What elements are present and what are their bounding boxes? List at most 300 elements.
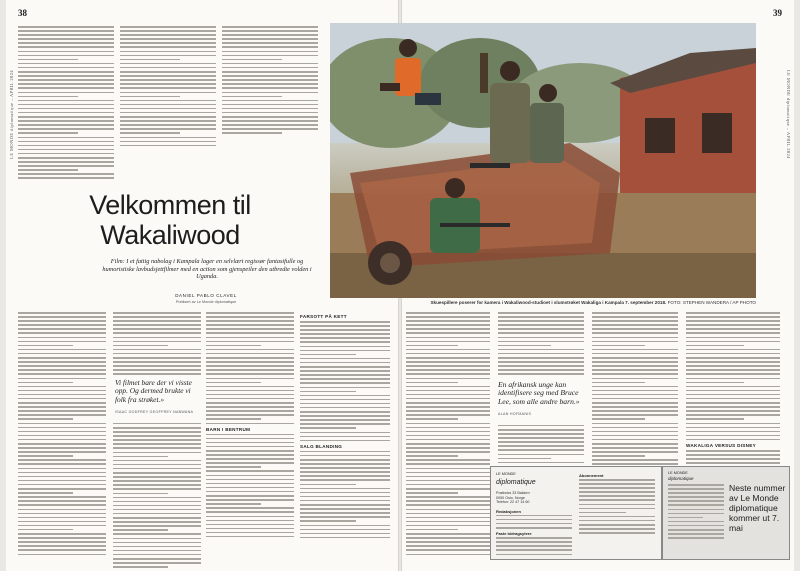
text-line bbox=[592, 312, 678, 314]
text-line bbox=[120, 67, 216, 69]
text-line bbox=[406, 361, 490, 363]
text-line bbox=[206, 434, 294, 436]
text-line bbox=[496, 537, 572, 539]
text-line bbox=[206, 479, 294, 481]
text-line bbox=[120, 63, 216, 65]
text-line bbox=[592, 418, 645, 420]
text-line bbox=[300, 504, 390, 506]
text-line bbox=[300, 366, 390, 368]
text-line bbox=[206, 532, 294, 534]
text-line bbox=[113, 488, 201, 490]
text-line bbox=[206, 382, 261, 384]
text-line bbox=[579, 524, 655, 526]
text-line bbox=[18, 406, 106, 408]
text-line bbox=[579, 504, 655, 506]
byline: DANIEL PABLO CLAVEL bbox=[175, 293, 237, 298]
text-line bbox=[300, 537, 390, 539]
text-line bbox=[406, 537, 490, 539]
text-line bbox=[592, 353, 678, 355]
text-line bbox=[120, 34, 216, 36]
text-line bbox=[406, 525, 490, 527]
text-line bbox=[300, 467, 390, 469]
text-line bbox=[120, 132, 180, 134]
text-line bbox=[496, 515, 572, 517]
masthead-box bbox=[490, 466, 662, 560]
text-line bbox=[496, 519, 572, 521]
subhead-barn: BARN I BENTRUM bbox=[206, 426, 251, 432]
text-line bbox=[222, 46, 318, 48]
text-line bbox=[18, 431, 106, 433]
text-line bbox=[18, 509, 106, 511]
text-line bbox=[18, 124, 114, 126]
headline bbox=[6, 190, 334, 250]
text-line bbox=[579, 532, 655, 534]
text-line bbox=[18, 87, 114, 89]
text-line bbox=[18, 378, 106, 380]
body-column-1 bbox=[18, 312, 106, 558]
text-line bbox=[206, 466, 261, 468]
text-line bbox=[206, 410, 294, 412]
text-line bbox=[113, 349, 201, 351]
text-line bbox=[592, 406, 678, 408]
text-line bbox=[120, 79, 216, 81]
text-line bbox=[579, 520, 655, 522]
text-line bbox=[18, 545, 106, 547]
page-number-right: 39 bbox=[773, 8, 782, 18]
text-line bbox=[18, 149, 114, 151]
text-line bbox=[406, 345, 458, 347]
text-line bbox=[498, 324, 584, 326]
text-line bbox=[686, 398, 780, 400]
next-issue-box bbox=[662, 466, 790, 560]
text-line bbox=[406, 427, 490, 429]
text-line bbox=[592, 361, 678, 363]
text-line bbox=[496, 554, 572, 556]
text-line bbox=[120, 26, 216, 28]
text-line bbox=[113, 476, 201, 478]
text-line bbox=[406, 459, 490, 461]
text-line bbox=[300, 321, 390, 323]
text-line bbox=[222, 132, 282, 134]
text-line bbox=[406, 369, 490, 371]
text-line bbox=[113, 550, 201, 552]
text-line bbox=[686, 410, 780, 412]
text-line bbox=[206, 458, 294, 460]
subhead-farsott: FARSOTT PÅ KETT bbox=[300, 314, 347, 319]
text-line bbox=[686, 353, 780, 355]
text-line bbox=[686, 431, 780, 433]
text-line bbox=[300, 362, 390, 364]
text-line bbox=[18, 161, 114, 163]
text-line bbox=[668, 488, 724, 490]
text-line bbox=[592, 390, 678, 392]
text-line bbox=[686, 357, 780, 359]
text-line bbox=[686, 324, 780, 326]
text-line bbox=[222, 128, 318, 130]
intro-column-1 bbox=[18, 26, 114, 182]
text-line bbox=[498, 429, 584, 431]
text-line bbox=[686, 435, 780, 437]
text-line bbox=[686, 386, 780, 388]
text-line bbox=[113, 439, 201, 441]
text-line bbox=[18, 382, 73, 384]
text-line bbox=[498, 462, 584, 464]
text-line bbox=[206, 450, 294, 452]
text-line bbox=[18, 345, 73, 347]
text-line bbox=[18, 365, 106, 367]
text-line bbox=[206, 406, 294, 408]
text-line bbox=[113, 505, 201, 507]
masthead-address-3: Telefon: 22 47 14 60 bbox=[496, 500, 530, 505]
text-line bbox=[206, 446, 294, 448]
text-line bbox=[406, 406, 490, 408]
text-line bbox=[579, 495, 655, 497]
text-line bbox=[222, 87, 318, 89]
text-line bbox=[222, 55, 318, 57]
text-line bbox=[222, 83, 318, 85]
text-line bbox=[592, 332, 678, 334]
text-line bbox=[406, 488, 490, 490]
photo-caption-text: Skuespillere poserer for kamera i Wakaliwood-studioet i slumstrøket Wakaliga i Kampala 7. september 2018. bbox=[430, 300, 667, 305]
pull-quote-1-attribution: ISAAC GODFREY GEOFFREY NABWANA bbox=[115, 410, 194, 415]
text-line bbox=[113, 456, 168, 458]
text-line bbox=[18, 63, 114, 65]
text-line bbox=[300, 419, 390, 421]
text-line bbox=[222, 26, 318, 28]
text-line bbox=[498, 337, 584, 339]
text-line bbox=[592, 386, 678, 388]
text-line bbox=[300, 427, 356, 429]
text-line bbox=[686, 382, 744, 384]
text-line bbox=[18, 59, 78, 61]
text-line bbox=[113, 538, 201, 540]
text-line bbox=[206, 454, 294, 456]
text-line bbox=[686, 341, 780, 343]
text-line bbox=[592, 373, 678, 375]
text-line bbox=[18, 386, 106, 388]
text-line bbox=[206, 524, 294, 526]
text-line bbox=[686, 312, 780, 314]
text-line bbox=[592, 414, 678, 416]
text-line bbox=[300, 358, 390, 360]
text-line bbox=[592, 345, 645, 347]
text-line bbox=[18, 390, 106, 392]
text-line bbox=[686, 316, 780, 318]
text-line bbox=[206, 398, 294, 400]
text-line bbox=[18, 435, 106, 437]
text-line bbox=[686, 450, 780, 452]
text-line bbox=[113, 493, 168, 495]
text-line bbox=[222, 42, 318, 44]
text-line bbox=[222, 92, 318, 94]
text-line bbox=[206, 516, 294, 518]
text-line bbox=[300, 333, 390, 335]
text-line bbox=[113, 324, 201, 326]
text-line bbox=[18, 42, 114, 44]
text-line bbox=[498, 320, 584, 322]
text-line bbox=[18, 484, 106, 486]
text-line bbox=[300, 520, 356, 522]
text-line bbox=[18, 463, 106, 465]
text-line bbox=[686, 402, 780, 404]
text-line bbox=[18, 30, 114, 32]
text-line bbox=[406, 365, 490, 367]
text-line bbox=[18, 316, 106, 318]
text-line bbox=[498, 445, 584, 447]
text-line bbox=[498, 361, 584, 363]
text-line bbox=[498, 353, 584, 355]
text-line bbox=[406, 414, 490, 416]
text-line bbox=[406, 341, 490, 343]
text-line bbox=[113, 497, 201, 499]
text-line bbox=[686, 439, 780, 441]
text-line bbox=[300, 492, 390, 494]
text-line bbox=[18, 38, 114, 40]
text-line bbox=[120, 96, 180, 98]
text-line bbox=[206, 499, 294, 501]
text-line bbox=[120, 51, 216, 53]
text-line bbox=[18, 521, 106, 523]
text-line bbox=[498, 425, 584, 427]
text-line bbox=[406, 541, 490, 543]
text-line bbox=[222, 100, 318, 102]
text-line bbox=[18, 34, 114, 36]
text-line bbox=[113, 468, 201, 470]
photo-credit: FOTO: STEPHEN WANDERA / AP PHOTO bbox=[667, 300, 756, 305]
text-line bbox=[113, 533, 201, 535]
text-line bbox=[18, 480, 106, 482]
text-line bbox=[113, 452, 201, 454]
text-line bbox=[406, 320, 490, 322]
text-line bbox=[592, 328, 678, 330]
text-line bbox=[18, 472, 106, 474]
text-line bbox=[406, 382, 458, 384]
text-line bbox=[18, 541, 106, 543]
text-line bbox=[18, 112, 114, 114]
text-line bbox=[206, 341, 294, 343]
text-line bbox=[18, 373, 106, 375]
text-line bbox=[668, 525, 724, 527]
text-line bbox=[206, 316, 294, 318]
text-line bbox=[120, 46, 216, 48]
text-line bbox=[406, 451, 490, 453]
text-line bbox=[206, 369, 294, 371]
text-line bbox=[686, 423, 780, 425]
next-issue-logo-main: diplomatique bbox=[668, 476, 694, 481]
text-line bbox=[18, 504, 106, 506]
text-line bbox=[113, 316, 201, 318]
text-line bbox=[406, 418, 458, 420]
text-line bbox=[222, 112, 318, 114]
text-line bbox=[300, 432, 390, 434]
text-line bbox=[222, 30, 318, 32]
text-line bbox=[686, 328, 780, 330]
text-line bbox=[579, 487, 655, 489]
text-line bbox=[18, 402, 106, 404]
text-line bbox=[300, 399, 390, 401]
text-line bbox=[222, 34, 318, 36]
text-line bbox=[300, 354, 356, 356]
text-line bbox=[206, 361, 294, 363]
text-line bbox=[113, 558, 201, 560]
text-line bbox=[113, 369, 201, 371]
text-line bbox=[120, 116, 216, 118]
text-line bbox=[668, 500, 724, 502]
text-line bbox=[113, 566, 168, 568]
text-line bbox=[18, 476, 106, 478]
text-line bbox=[222, 104, 318, 106]
text-line bbox=[686, 394, 780, 396]
text-line bbox=[406, 521, 490, 523]
text-line bbox=[18, 423, 106, 425]
text-line bbox=[113, 480, 201, 482]
text-line bbox=[18, 128, 114, 130]
masthead-logo bbox=[496, 471, 536, 486]
headline-line-1: Velkommen til bbox=[89, 190, 251, 220]
text-line bbox=[300, 395, 390, 397]
text-line bbox=[406, 496, 490, 498]
text-line bbox=[120, 112, 216, 114]
masthead-logo-top: LE MONDE bbox=[496, 472, 516, 476]
text-line bbox=[300, 471, 390, 473]
text-line bbox=[406, 316, 490, 318]
masthead-editor-head: Redaksjonen bbox=[496, 508, 521, 514]
text-line bbox=[686, 337, 780, 339]
body-column-2 bbox=[113, 312, 201, 570]
text-line bbox=[686, 361, 780, 363]
text-line bbox=[592, 459, 678, 461]
masthead-staff-head: Faste bidragsytere bbox=[496, 531, 532, 537]
text-line bbox=[498, 437, 584, 439]
text-line bbox=[406, 349, 490, 351]
text-line bbox=[668, 496, 724, 498]
text-line bbox=[113, 332, 201, 334]
text-line bbox=[18, 537, 106, 539]
text-line bbox=[222, 67, 318, 69]
text-line bbox=[592, 463, 678, 465]
text-line bbox=[406, 378, 490, 380]
text-line bbox=[18, 357, 106, 359]
text-line bbox=[498, 433, 584, 435]
text-line bbox=[300, 403, 390, 405]
text-line bbox=[120, 108, 216, 110]
text-line bbox=[206, 495, 294, 497]
text-line bbox=[406, 472, 490, 474]
text-line bbox=[668, 513, 724, 515]
text-line bbox=[496, 541, 572, 543]
text-line bbox=[686, 462, 780, 464]
next-issue-logo bbox=[668, 471, 724, 481]
byline-note: Publisert av Le Monde diplomatique bbox=[175, 300, 237, 304]
text-line bbox=[18, 332, 106, 334]
text-line bbox=[300, 463, 390, 465]
text-line bbox=[18, 96, 78, 98]
text-line bbox=[592, 410, 678, 412]
text-line bbox=[496, 527, 572, 529]
text-line bbox=[222, 108, 318, 110]
text-line bbox=[113, 435, 201, 437]
text-line bbox=[206, 511, 294, 513]
text-line bbox=[592, 378, 678, 380]
text-line bbox=[222, 59, 282, 61]
text-line bbox=[406, 476, 490, 478]
text-line bbox=[18, 320, 106, 322]
next-issue-logo-top: LE MONDE bbox=[668, 471, 688, 475]
text-line bbox=[113, 427, 201, 429]
text-line bbox=[498, 345, 551, 347]
text-line bbox=[206, 503, 261, 505]
text-line bbox=[206, 402, 294, 404]
text-line bbox=[18, 341, 106, 343]
text-line bbox=[496, 545, 572, 547]
text-line bbox=[579, 528, 655, 530]
text-line bbox=[113, 337, 201, 339]
text-line bbox=[206, 475, 294, 477]
text-line bbox=[18, 312, 106, 314]
text-line bbox=[18, 169, 78, 171]
text-line bbox=[120, 128, 216, 130]
masthead-subscription bbox=[579, 473, 655, 536]
text-line bbox=[300, 488, 390, 490]
text-line bbox=[498, 357, 584, 359]
text-line bbox=[222, 116, 318, 118]
text-line bbox=[592, 341, 678, 343]
text-line bbox=[592, 365, 678, 367]
text-line bbox=[406, 504, 490, 506]
text-line bbox=[686, 418, 744, 420]
text-line bbox=[206, 528, 294, 530]
text-line bbox=[18, 116, 114, 118]
text-line bbox=[18, 349, 106, 351]
text-line bbox=[206, 394, 294, 396]
text-line bbox=[686, 320, 780, 322]
text-line bbox=[686, 454, 780, 456]
pull-quote-2-text: En afrikansk unge kan identifisere seg med Bruce Lee, som alle andre barn.» bbox=[498, 379, 580, 406]
text-line bbox=[592, 435, 678, 437]
text-line bbox=[206, 462, 294, 464]
text-line bbox=[406, 484, 490, 486]
text-line bbox=[18, 529, 73, 531]
text-line bbox=[686, 406, 780, 408]
text-line bbox=[668, 521, 724, 523]
text-line bbox=[18, 394, 106, 396]
text-line bbox=[498, 312, 584, 314]
text-line bbox=[120, 38, 216, 40]
text-line bbox=[686, 332, 780, 334]
text-line bbox=[18, 79, 114, 81]
text-line bbox=[120, 92, 216, 94]
text-line bbox=[113, 509, 201, 511]
text-line bbox=[18, 55, 114, 57]
text-line bbox=[406, 337, 490, 339]
text-line bbox=[113, 361, 201, 363]
text-line bbox=[579, 508, 655, 510]
text-line bbox=[300, 329, 390, 331]
text-line bbox=[206, 312, 294, 314]
text-line bbox=[668, 492, 724, 494]
text-line bbox=[406, 549, 490, 551]
text-line bbox=[120, 120, 216, 122]
text-line bbox=[206, 442, 294, 444]
text-line bbox=[206, 345, 261, 347]
text-line bbox=[406, 509, 490, 511]
text-line bbox=[300, 496, 390, 498]
text-line bbox=[113, 517, 201, 519]
text-line bbox=[498, 365, 584, 367]
text-line bbox=[406, 423, 490, 425]
text-line bbox=[300, 533, 390, 535]
text-line bbox=[206, 438, 294, 440]
